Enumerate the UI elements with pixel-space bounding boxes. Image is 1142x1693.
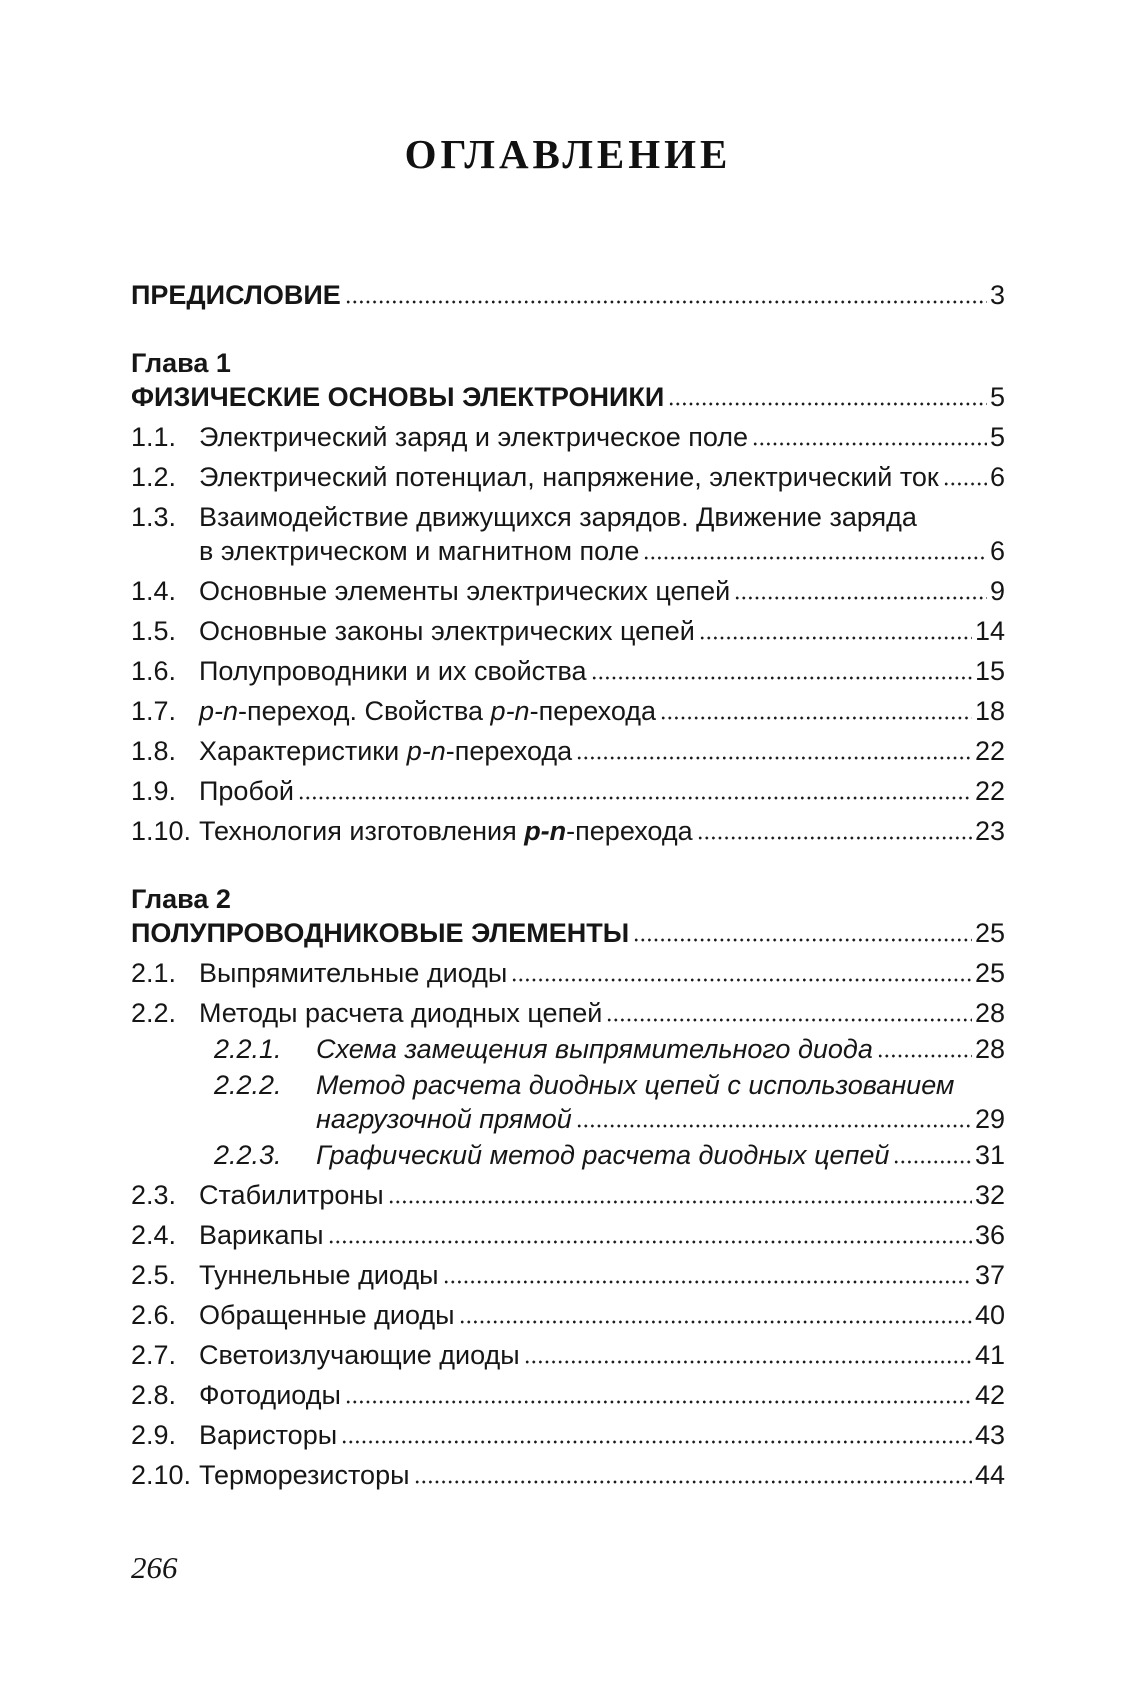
- toc-entry-line: [199, 420, 1005, 454]
- page-number: 41: [974, 1340, 1005, 1370]
- toc-entry-line: [199, 460, 1005, 494]
- toc-entry-number: 1.9.: [131, 776, 177, 806]
- toc-entry-1-2: [131, 460, 1005, 494]
- toc-list: [131, 278, 1005, 1492]
- toc-entry-title-continuation: [316, 1102, 572, 1136]
- toc-entry-title: [199, 734, 572, 768]
- page-number: 43: [974, 1420, 1005, 1450]
- page-number: 5: [989, 422, 1005, 452]
- toc-entry-line: [199, 694, 1005, 728]
- leader-dots: [700, 636, 972, 640]
- toc-entry-text-part: Электрический заряд и электрическое поле: [199, 422, 749, 452]
- toc-entry-text-part: Характеристики: [199, 736, 407, 766]
- toc-entry-2-2: [131, 996, 1005, 1030]
- toc-entry-2-5: [131, 1258, 1005, 1292]
- toc-entry-number: 1.10.: [131, 816, 192, 846]
- toc-entry-title: [199, 996, 602, 1030]
- page-number: 5: [989, 382, 1005, 412]
- toc-entry-number: 2.10.: [131, 1460, 192, 1490]
- toc-entry-text-part: Туннельные диоды: [199, 1260, 439, 1290]
- toc-entry-text-part: -перехода: [566, 816, 693, 846]
- page-number: 22: [974, 776, 1005, 806]
- toc-entry-content: [199, 574, 1005, 608]
- toc-entry-title: [199, 1418, 337, 1452]
- toc-entry-text-part: Технология изготовления: [199, 816, 525, 846]
- toc-entry-number: 2.7.: [131, 1340, 177, 1370]
- toc-entry-line: [199, 1258, 1005, 1292]
- toc-entry-number: 2.3.: [131, 1180, 177, 1210]
- leader-dots: [592, 676, 972, 680]
- page-number: 32: [974, 1180, 1005, 1210]
- toc-entry-2-8: [131, 1378, 1005, 1412]
- toc-entry-content: [199, 654, 1005, 688]
- toc-entry-number: 2.2.2.: [214, 1070, 282, 1100]
- page-number: 15: [974, 656, 1005, 686]
- toc-entry-title: [199, 1258, 439, 1292]
- toc-entry-text-part: ФИЗИЧЕСКИЕ ОСНОВЫ ЭЛЕКТРОНИКИ: [131, 382, 665, 412]
- leader-dots: [460, 1320, 972, 1324]
- toc-entry-title: [199, 574, 730, 608]
- toc-entry-title: [199, 1458, 410, 1492]
- page-number: 14: [974, 616, 1005, 646]
- toc-entry-content: [199, 1178, 1005, 1212]
- page-number: 3: [989, 280, 1005, 310]
- toc-entry-title-line1: [316, 1068, 1005, 1102]
- toc-entry-number: 2.5.: [131, 1260, 177, 1290]
- toc-entry-line: [199, 956, 1005, 990]
- toc-entry-number: 2.2.: [131, 998, 177, 1028]
- leader-dots: [525, 1360, 972, 1364]
- toc-entry-text-part: p-n: [490, 696, 530, 726]
- toc-entry-content: [199, 814, 1005, 848]
- toc-entry-text-part: Обращенные диоды: [199, 1300, 455, 1330]
- page-number: 22: [974, 736, 1005, 766]
- leader-dots: [577, 756, 972, 760]
- page-number: 28: [974, 998, 1005, 1028]
- toc-entry-1-10: [131, 814, 1005, 848]
- page-number: 28: [974, 1034, 1005, 1064]
- toc-entry-content: [199, 500, 1005, 568]
- toc-entry-line: [199, 1418, 1005, 1452]
- leader-dots: [698, 836, 972, 840]
- page-number: 42: [974, 1380, 1005, 1410]
- toc-entry-line: [199, 574, 1005, 608]
- toc-entry-text-part: p-n: [524, 816, 567, 846]
- leader-dots: [346, 1400, 972, 1404]
- page-number: 37: [974, 1260, 1005, 1290]
- toc-entry-number: 2.2.1.: [214, 1034, 282, 1064]
- toc-entry-title: [316, 1138, 889, 1172]
- toc-entry-title: [199, 814, 693, 848]
- leader-dots: [878, 1054, 972, 1058]
- toc-entry-title: [199, 1298, 455, 1332]
- chapter-title-line: [131, 380, 1005, 414]
- toc-entry-line: [199, 1218, 1005, 1252]
- toc-entry-preface: [131, 278, 1005, 312]
- toc-entry-content: [199, 1378, 1005, 1412]
- toc-entry-content: [199, 614, 1005, 648]
- chapter-title: [131, 916, 629, 950]
- toc-chapter-heading: [131, 346, 1005, 414]
- chapter-title: [131, 380, 664, 414]
- leader-dots: [735, 596, 987, 600]
- toc-entry-2-3: [131, 1178, 1005, 1212]
- toc-entry-line: [199, 774, 1005, 808]
- toc-entry-line: [199, 614, 1005, 648]
- page-number: 31: [974, 1140, 1005, 1170]
- page-number: 25: [974, 918, 1005, 948]
- toc-entry-title: [199, 694, 656, 728]
- toc-entry-title: [199, 774, 294, 808]
- page-title: ОГЛАВЛЕНИЕ: [404, 131, 732, 177]
- toc-entry-number: 2.1.: [131, 958, 177, 988]
- toc-entry-number: 1.2.: [131, 462, 177, 492]
- toc-entry-number: 2.6.: [131, 1300, 177, 1330]
- toc-entry-line: [199, 1378, 1005, 1412]
- leader-dots: [661, 716, 972, 720]
- toc-entry-content: [199, 774, 1005, 808]
- toc-entry-2-9: [131, 1418, 1005, 1452]
- page-number: 6: [989, 462, 1005, 492]
- toc-entry-content: [199, 996, 1005, 1030]
- toc-entry-line: [199, 1178, 1005, 1212]
- toc-entry-1-9: [131, 774, 1005, 808]
- toc-entry-text-part: ПОЛУПРОВОДНИКОВЫЕ ЭЛЕМЕНТЫ: [131, 918, 630, 948]
- leader-dots: [329, 1240, 972, 1244]
- toc-entry-text-part: p-n: [406, 736, 446, 766]
- toc-entry-text-part: Основные законы электрических цепей: [199, 616, 695, 646]
- leader-dots: [607, 1018, 972, 1022]
- toc-entry-content: [316, 1068, 1005, 1136]
- leader-dots: [894, 1160, 972, 1164]
- toc-entry-content: [199, 1298, 1005, 1332]
- leader-dots: [389, 1200, 972, 1204]
- toc-entry-line: [131, 278, 1005, 312]
- toc-entry-content: [199, 1418, 1005, 1452]
- chapter-title-line: [131, 916, 1005, 950]
- toc-entry-2-2-2: [131, 1068, 1005, 1136]
- toc-entry-text-part: Фотодиоды: [199, 1380, 341, 1410]
- toc-entry-text-part: Основные элементы электрических цепей: [199, 576, 731, 606]
- toc-entry-text-part: -переход. Свойства: [238, 696, 491, 726]
- toc-entry-content: [199, 1258, 1005, 1292]
- leader-dots: [644, 556, 987, 560]
- toc-entry-title-line1: [199, 500, 1005, 534]
- leader-dots: [342, 1440, 972, 1444]
- toc-entry-content: [199, 420, 1005, 454]
- toc-entry-content: [316, 1032, 1005, 1066]
- toc-entry-title: [199, 1378, 341, 1412]
- toc-entry-1-7: [131, 694, 1005, 728]
- page-number: 25: [974, 958, 1005, 988]
- toc-entry-text-part: Графический метод расчета диодных цепей: [316, 1140, 890, 1170]
- page-number: 6: [989, 536, 1005, 566]
- page-number: 44: [974, 1460, 1005, 1490]
- leader-dots: [577, 1124, 972, 1128]
- toc-entry-1-8: [131, 734, 1005, 768]
- toc-entry-text-part: -перехода: [445, 736, 573, 766]
- toc-entry-2-7: [131, 1338, 1005, 1372]
- toc-entry-number: 1.1.: [131, 422, 177, 452]
- toc-entry-2-2-1: [131, 1032, 1005, 1066]
- toc-entry-number: 2.8.: [131, 1380, 177, 1410]
- toc-entry-line: [199, 814, 1005, 848]
- toc-entry-number: 2.2.3.: [214, 1140, 282, 1170]
- toc-entry-line: [199, 1298, 1005, 1332]
- toc-chapter-heading: [131, 882, 1005, 950]
- toc-entry-text-part: Светоизлучающие диоды: [199, 1340, 520, 1370]
- toc-entry-line: [199, 654, 1005, 688]
- leader-dots: [512, 978, 972, 982]
- leader-dots: [415, 1480, 972, 1484]
- toc-entry-number: 1.5.: [131, 616, 177, 646]
- toc-entry-content: [199, 1338, 1005, 1372]
- toc-entry-content: [316, 1138, 1005, 1172]
- leader-dots: [944, 482, 987, 486]
- toc-entry-text-part: нагрузочной прямой: [316, 1104, 572, 1134]
- leader-dots: [634, 938, 972, 942]
- toc-entry-line: [199, 996, 1005, 1030]
- toc-entry-line: [316, 1138, 1005, 1172]
- toc-entry-title: [199, 654, 587, 688]
- toc-entry-1-5: [131, 614, 1005, 648]
- toc-entry-line: [199, 734, 1005, 768]
- toc-entry-line: [199, 1458, 1005, 1492]
- toc-entry-title: [199, 614, 695, 648]
- toc-entry-2-2-3: [131, 1138, 1005, 1172]
- toc-entry-text-part: Взаимодействие движущихся зарядов. Движение заряда: [199, 502, 917, 532]
- toc-entry-2-4: [131, 1218, 1005, 1252]
- page-number: 9: [989, 576, 1005, 606]
- toc-entry-2-6: [131, 1298, 1005, 1332]
- page-number: 36: [974, 1220, 1005, 1250]
- toc-entry-2-1: [131, 956, 1005, 990]
- toc-entry-content: [199, 460, 1005, 494]
- page-number: 23: [974, 816, 1005, 846]
- toc-entry-content: [199, 1218, 1005, 1252]
- toc-entry-content: [199, 694, 1005, 728]
- toc-entry-text-part: p-n: [199, 696, 239, 726]
- toc-entry-number: 1.7.: [131, 696, 177, 726]
- chapter-number-label: Глава 2: [131, 884, 231, 914]
- page-number: 40: [974, 1300, 1005, 1330]
- toc-entry-number: 1.3.: [131, 502, 177, 532]
- toc-entry-text-part: Пробой: [199, 776, 295, 806]
- toc-entry-text-part: Стабилитроны: [199, 1180, 384, 1210]
- toc-entry-number: 1.4.: [131, 576, 177, 606]
- toc-entry-title: [316, 1032, 873, 1066]
- toc-entry-text-part: Метод расчета диодных цепей с использованием: [316, 1070, 955, 1100]
- toc-entry-text-part: Варикапы: [199, 1220, 324, 1250]
- toc-entry-text-part: Терморезисторы: [199, 1460, 410, 1490]
- toc-entry-title: [199, 956, 507, 990]
- leader-dots: [753, 442, 987, 446]
- toc-entry-1-6: [131, 654, 1005, 688]
- toc-entry-number: 2.4.: [131, 1220, 177, 1250]
- toc-entry-title: [131, 278, 341, 312]
- toc-entry-title: [199, 420, 748, 454]
- toc-entry-number: 1.8.: [131, 736, 177, 766]
- toc-entry-content: [199, 1458, 1005, 1492]
- toc-entry-text-part: -перехода: [529, 696, 657, 726]
- toc-entry-content: [131, 278, 1005, 312]
- toc-entry-title: [199, 460, 939, 494]
- folio-page-number: 266: [131, 1550, 178, 1585]
- chapter-number-label: Глава 1: [131, 348, 231, 378]
- toc-entry-1-3: [131, 500, 1005, 568]
- toc-entry-number: 1.6.: [131, 656, 177, 686]
- page-number: 18: [974, 696, 1005, 726]
- toc-entry-text-part: Схема замещения выпрямительного диода: [316, 1034, 873, 1064]
- toc-entry-number: 2.9.: [131, 1420, 177, 1450]
- toc-entry-text-part: Методы расчета диодных цепей: [199, 998, 603, 1028]
- toc-entry-line: [316, 1032, 1005, 1066]
- leader-dots: [669, 402, 987, 406]
- toc-entry-title-continuation: [199, 534, 639, 568]
- toc-entry-content: [199, 734, 1005, 768]
- toc-entry-text-part: Варисторы: [199, 1420, 338, 1450]
- toc-entry-2-10: [131, 1458, 1005, 1492]
- toc-entry-title: [199, 1218, 324, 1252]
- toc-entry-line: [199, 1338, 1005, 1372]
- page-number: 29: [974, 1104, 1005, 1134]
- toc-entry-text-part: в электрическом и магнитном поле: [199, 536, 640, 566]
- toc-entry-title-line2: [316, 1102, 1005, 1136]
- toc-entry-title-line2: [199, 534, 1005, 568]
- toc-entry-text-part: Полупроводники и их свойства: [199, 656, 587, 686]
- toc-entry-title: [199, 1178, 384, 1212]
- leader-dots: [299, 796, 972, 800]
- toc-entry-title: [199, 1338, 520, 1372]
- toc-entry-1-4: [131, 574, 1005, 608]
- leader-dots: [444, 1280, 972, 1284]
- leader-dots: [346, 300, 987, 304]
- toc-entry-text-part: ПРЕДИСЛОВИЕ: [131, 280, 341, 310]
- toc-entry-text-part: Электрический потенциал, напряжение, электрический ток: [199, 462, 939, 492]
- toc-entry-content: [199, 956, 1005, 990]
- toc-entry-text-part: Выпрямительные диоды: [199, 958, 508, 988]
- toc-entry-1-1: [131, 420, 1005, 454]
